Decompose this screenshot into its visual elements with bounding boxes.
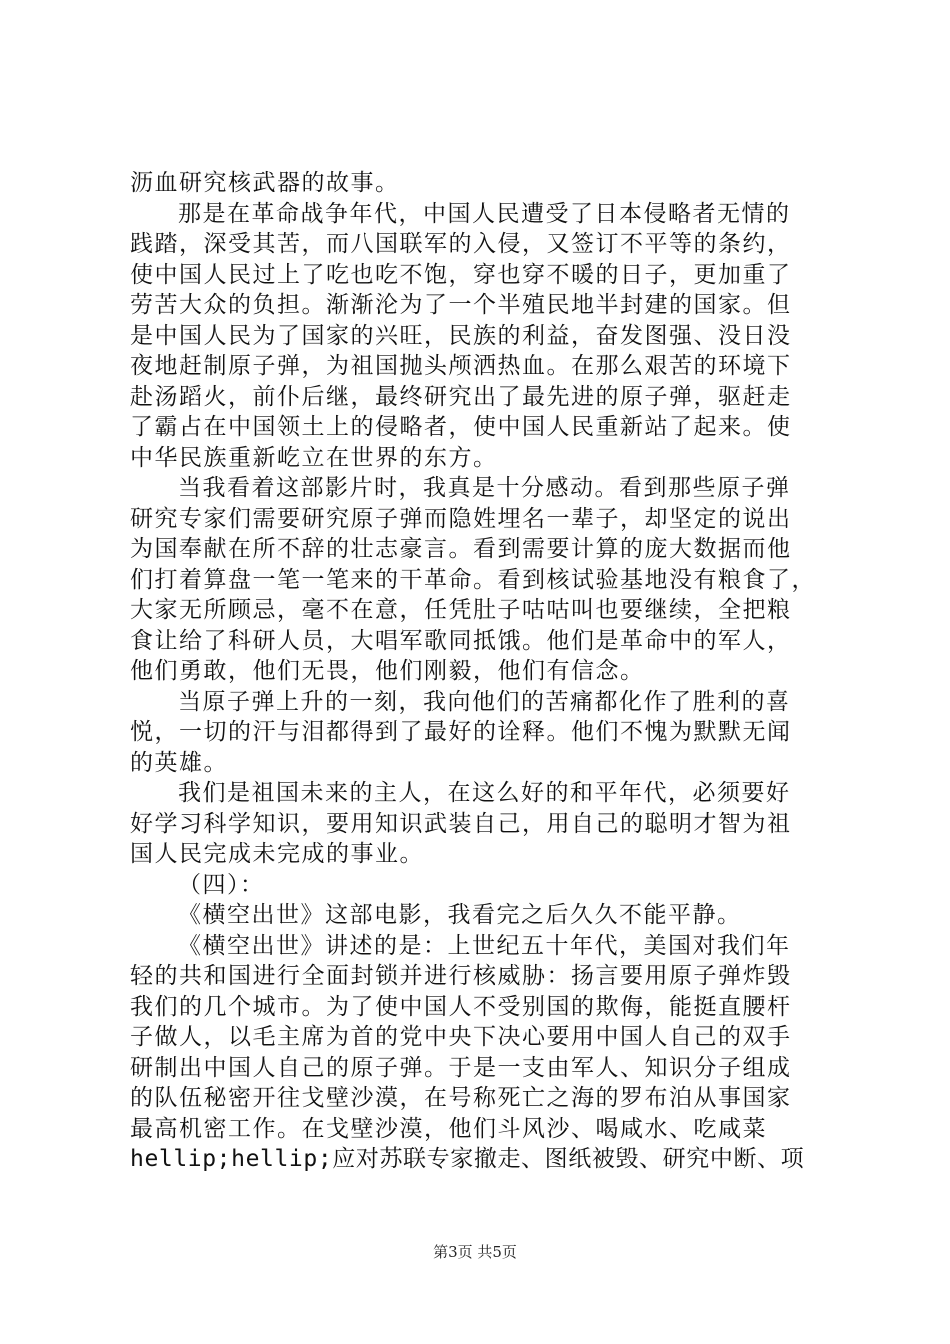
text-line: 是中国人民为了国家的兴旺，民族的利益，奋发图强、没日没 — [130, 322, 792, 349]
text-line: 大家无所顾忌，毫不在意，任凭肚子咕咕叫也要继续，全把粮 — [130, 597, 792, 623]
page-number-footer: 第3页 共5页 — [433, 1243, 517, 1261]
paragraph-start-line: 《横空出世》这部电影，我看完之后久久不能平静。 — [178, 902, 742, 928]
text-line: 研制出中国人自己的原子弹。于是一支由军人、知识分子组成 — [130, 1054, 792, 1081]
paragraph-start-line: 那是在革命战争年代，中国人民遭受了日本侵略者无情的 — [178, 200, 791, 227]
text-line: 食让给了科研人员，大唱军歌同抵饿。他们是革命中的军人， — [130, 627, 792, 654]
paragraph-start-line: 我们是祖国未来的主人，在这么好的和平年代，必须要好 — [178, 780, 791, 806]
paragraph-start-line: 《横空出世》讲述的是：上世纪五十年代，美国对我们年 — [178, 932, 791, 959]
text-line: 了霸占在中国领土上的侵略者，使中国人民重新站了起来。使 — [130, 414, 792, 440]
text-line: 中华民族重新屹立在世界的东方。 — [130, 444, 498, 471]
text-line: 悦，一切的汗与泪都得到了最好的诠释。他们不愧为默默无闻 — [130, 719, 792, 745]
text-line: hellip;hellip;应对苏联专家撤走、图纸被毁、研究中断、项 — [130, 1146, 805, 1172]
text-line: 践踏，深受其苦，而八国联军的入侵，又签订不平等的条约， — [130, 231, 792, 257]
text-line: 国人民完成未完成的事业。 — [130, 841, 424, 867]
section-heading: （四）： — [178, 871, 265, 898]
paragraph-start-line: 当我看着这部影片时，我真是十分感动。看到那些原子弹 — [178, 475, 791, 501]
text-line: 为国奉献在所不辞的壮志豪言。看到需要计算的庞大数据而他 — [130, 536, 792, 562]
text-line: 们打着算盘一笔一笔来的干革命。看到核试验基地没有粮食了， — [130, 566, 816, 593]
text-line: 的英雄。 — [130, 749, 228, 776]
text-line: 使中国人民过上了吃也吃不饱，穿也穿不暖的日子，更加重了 — [130, 261, 792, 288]
text-line: 好学习科学知识，要用知识武装自己，用自己的聪明才智为祖 — [130, 810, 792, 837]
text-line: 赴汤蹈火，前仆后继，最终研究出了最先进的原子弹，驱赶走 — [130, 383, 792, 410]
text-line: 研究专家们需要研究原子弹而隐姓埋名一辈子，却坚定的说出 — [130, 505, 792, 532]
text-line: 我们的几个城市。为了使中国人不受别国的欺侮，能挺直腰杆 — [130, 993, 792, 1020]
text-line: 沥血研究核武器的故事。 — [130, 170, 400, 196]
text-line: 夜地赶制原子弹，为祖国抛头颅洒热血。在那么艰苦的环境下 — [130, 353, 792, 379]
text-line: 子做人，以毛主席为首的党中央下决心要用中国人自己的双手 — [130, 1024, 792, 1050]
text-line: 最高机密工作。在戈壁沙漠，他们斗风沙、喝咸水、吃咸菜 — [130, 1115, 767, 1142]
text-line: 的队伍秘密开往戈壁沙漠，在号称死亡之海的罗布泊从事国家 — [130, 1085, 792, 1111]
text-line: 劳苦大众的负担。渐渐沦为了一个半殖民地半封建的国家。但 — [130, 292, 792, 318]
body-text — [130, 168, 835, 1175]
text-line: 他们勇敢，他们无畏，他们刚毅，他们有信念。 — [130, 658, 645, 684]
text-line: 轻的共和国进行全面封锁并进行核威胁：扬言要用原子弹炸毁 — [130, 963, 792, 989]
paragraph-start-line: 当原子弹上升的一刻，我向他们的苦痛都化作了胜利的喜 — [178, 688, 791, 715]
